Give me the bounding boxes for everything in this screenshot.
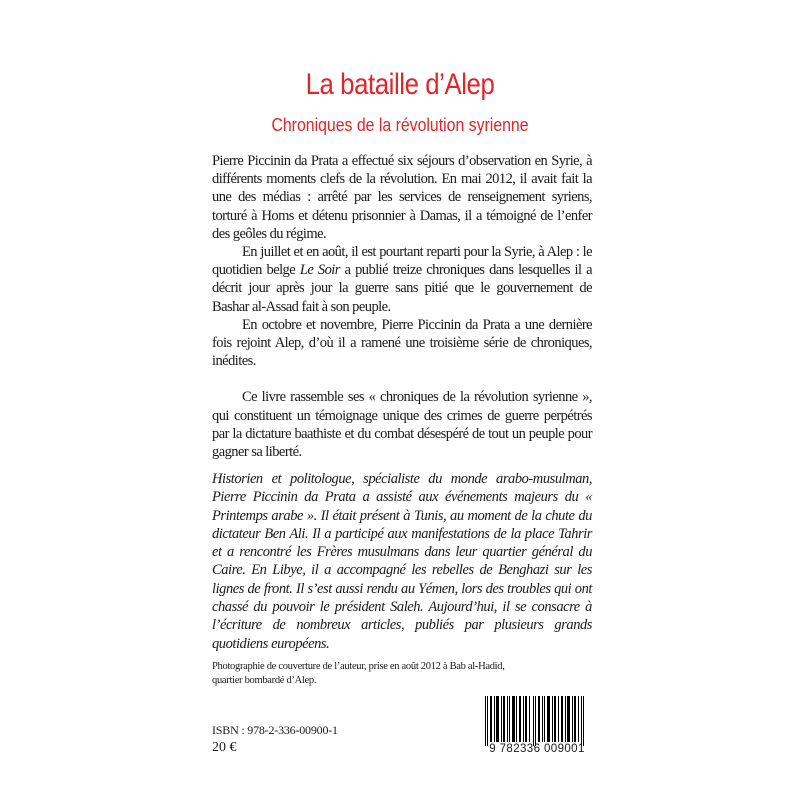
- author-bio-text: Historien et politologue, spécialiste du monde arabo-musulman, Pierre Piccinin da Prata a assisté aux événements majeurs du « Printemps arabe ». Il était présent à Tunis, au moment de la chute du dictateur Ben Ali. Il a participé aux manifestations de la place Tahrir et a rencontré les Frères musulmans dans leur quartier général du Caire. En Libye, il a accompagné les rebelles de Benghazi sur les lignes de front. Il s’est aussi rendu au Yémen, lors des troubles qui ont chassé du pouvoir le président Saleh. Aujourd’hui, il se consacre à l’écriture de nombreux articles, publiés par plusieurs grands quotidiens européens.: [212, 471, 592, 652]
- barcode-bars: [482, 696, 592, 746]
- barcode: [476, 692, 598, 762]
- isbn-number: ISBN : 978-2-336-00900-1: [212, 723, 338, 737]
- barcode-digits: 9 782336 009001: [489, 743, 585, 755]
- summary-paragraph-1: Pierre Piccinin da Prata a effectué six séjours d’observation en Syrie, à différents moments clefs de la révolution. En mai 2012, il avait fait la une des médias : arrêté par les services de renseignement syriens, torturé à Homs et détenu prisonnier à Damas, il a témoigné de l’enfer des geôles du régime.: [212, 153, 592, 242]
- price: 20 €: [212, 740, 237, 755]
- summary-paragraph-2: [212, 243, 592, 316]
- photo-caption: [212, 660, 542, 688]
- summary-text: [212, 152, 592, 461]
- book-title: La bataille d’Alep: [305, 68, 495, 101]
- summary-paragraph-4: Ce livre rassemble ses « chroniques de la révolution syrienne », qui constituent un témoignage unique des crimes de guerre perpétrés par la dictature baathiste et du combat désespéré de tout un peuple pour gagner sa liberté.: [212, 389, 592, 461]
- author-bio: [212, 470, 592, 653]
- photo-caption-line-1: Photographie de couverture de l’auteur, prise en août 2012 à Bab al-Hadid,: [212, 661, 505, 672]
- summary-paragraph-3: En octobre et novembre, Pierre Piccinin da Prata a une dernière fois rejoint Alep, d’où il a ramené une troisième série de chroniques, inédites.: [212, 316, 592, 370]
- summary-paragraph-2-start: En juillet et en août, il est pourtant reparti pour la Syrie, à Alep : le quotidien belge: [212, 244, 592, 279]
- book-subtitle: Chroniques de la révolution syrienne: [271, 115, 529, 135]
- photo-caption-line-2: quartier bombardé d’Alep.: [212, 675, 317, 686]
- summary-paragraph-2-end: a publié treize chroniques dans lesquelles il a décrit jour après jour la guerre sans pitié que le gouvernement de Bashar al-Assad fait à son peuple.: [212, 262, 592, 315]
- newspaper-name: Le Soir: [299, 262, 340, 279]
